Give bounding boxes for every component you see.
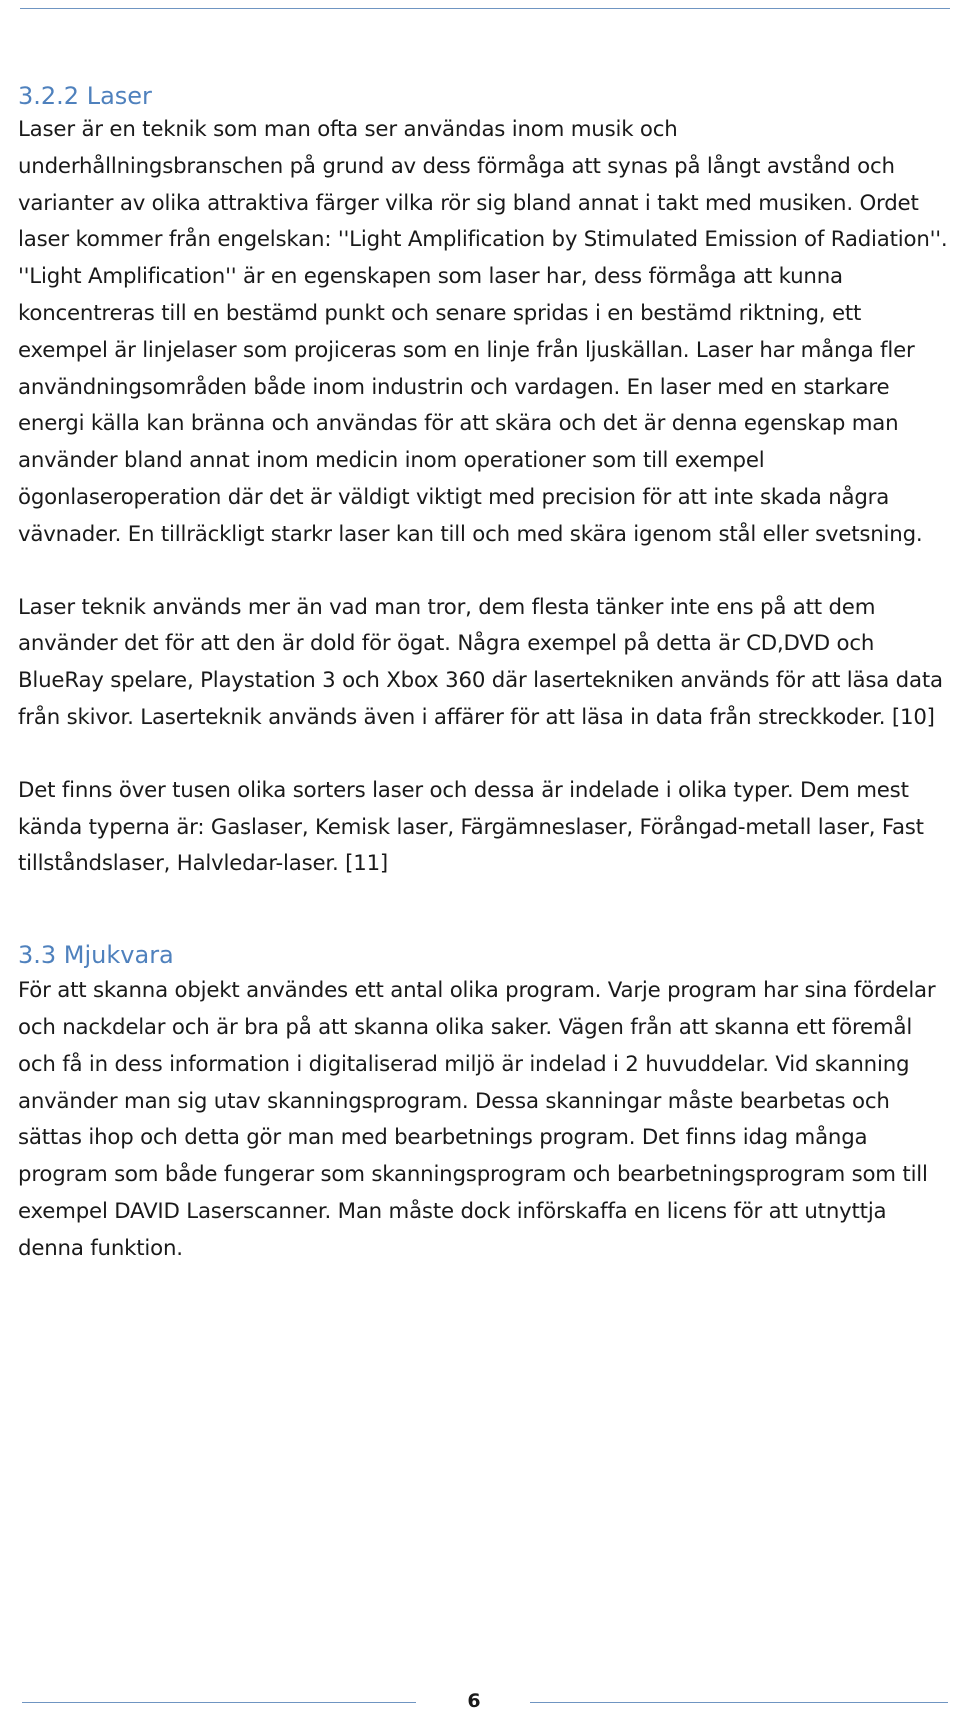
section-spacer [18, 883, 948, 937]
paragraph-spacer [18, 737, 948, 773]
page-footer [0, 1686, 960, 1716]
laser-paragraph-2: Laser teknik används mer än vad man tror, dem flesta tänker inte ens på att dem använder det för att den är dold för ögat. Några exempel på detta är CD,DVD och BlueRay spelare, Playstation 3 och Xbox 360 där lasertekniken används för att läsa data från skivor. Laserteknik används även i affärer för att läsa in data från streckkoder. [10] [18, 594, 943, 730]
header-rule [20, 8, 950, 9]
mjukvara-paragraph-1: För att skanna objekt användes ett antal olika program. Varje program har sina fördelar och nackdelar och är bra på att skanna olika saker. Vägen från att skanna ett föremål och få in dess information i digitaliserad miljö är indelad i 2 huvuddelar. Vid skanning använder man sig utav skanningsprogram. Dessa skanningar måste bearbetas och sättas ihop och detta gör man med bearbetnings program. Det finns idag många program som både fungerar som skanningsprogram och bearbetningsprogram som till exempel DAVID Laserscanner. Man måste dock införskaffa en licens för att utnyttja denna funktion. [18, 978, 936, 1261]
laser-paragraph-3: Det finns över tusen olika sorters laser och dessa är indelade i olika typer. Dem mest kända typerna är: Gaslaser, Kemisk laser, Färgämneslaser, Förångad-metall laser, Fast tillståndslaser, Halvledar-laser. [11] [18, 777, 924, 877]
laser-paragraph-1: Laser är en teknik som man ofta ser användas inom musik och underhållningsbranschen på grund av dess förmåga att synas på långt avstånd och varianter av olika attraktiva färger vilka rör sig bland annat i takt med musiken. Ordet laser kommer från engelskan: ''Light Amplification by Stimulated Emission of Radiation''. ''Light Amplification'' är en egenskapen som laser har, dess förmåga att kunna koncentreras till en bestämd punkt och senare spridas i en bestämd riktning, ett exempel är linjelaser som projiceras som en linje från ljuskällan. Laser har många fler användningsområden både inom industrin och vardagen. En laser med en starkare energi källa kan bränna och användas för att skära och det är denna egenskap man använder bland annat inom medicin inom operationer som till exempel ögonlaseroperation där det är väldigt viktigt med precision för att inte skada några vävnader. En tillräckligt starkr laser kan till och med skära igenom stål eller svetsning. [18, 117, 948, 547]
section-heading-laser: 3.2.2 Laser [18, 82, 152, 110]
footer-rule-right [530, 1702, 948, 1703]
page-number: 6 [467, 1690, 481, 1712]
footer-rule-left [22, 1702, 416, 1703]
paragraph-spacer [18, 554, 948, 590]
section-heading-mjukvara: 3.3 Mjukvara [18, 941, 174, 970]
page-content [18, 78, 948, 1268]
